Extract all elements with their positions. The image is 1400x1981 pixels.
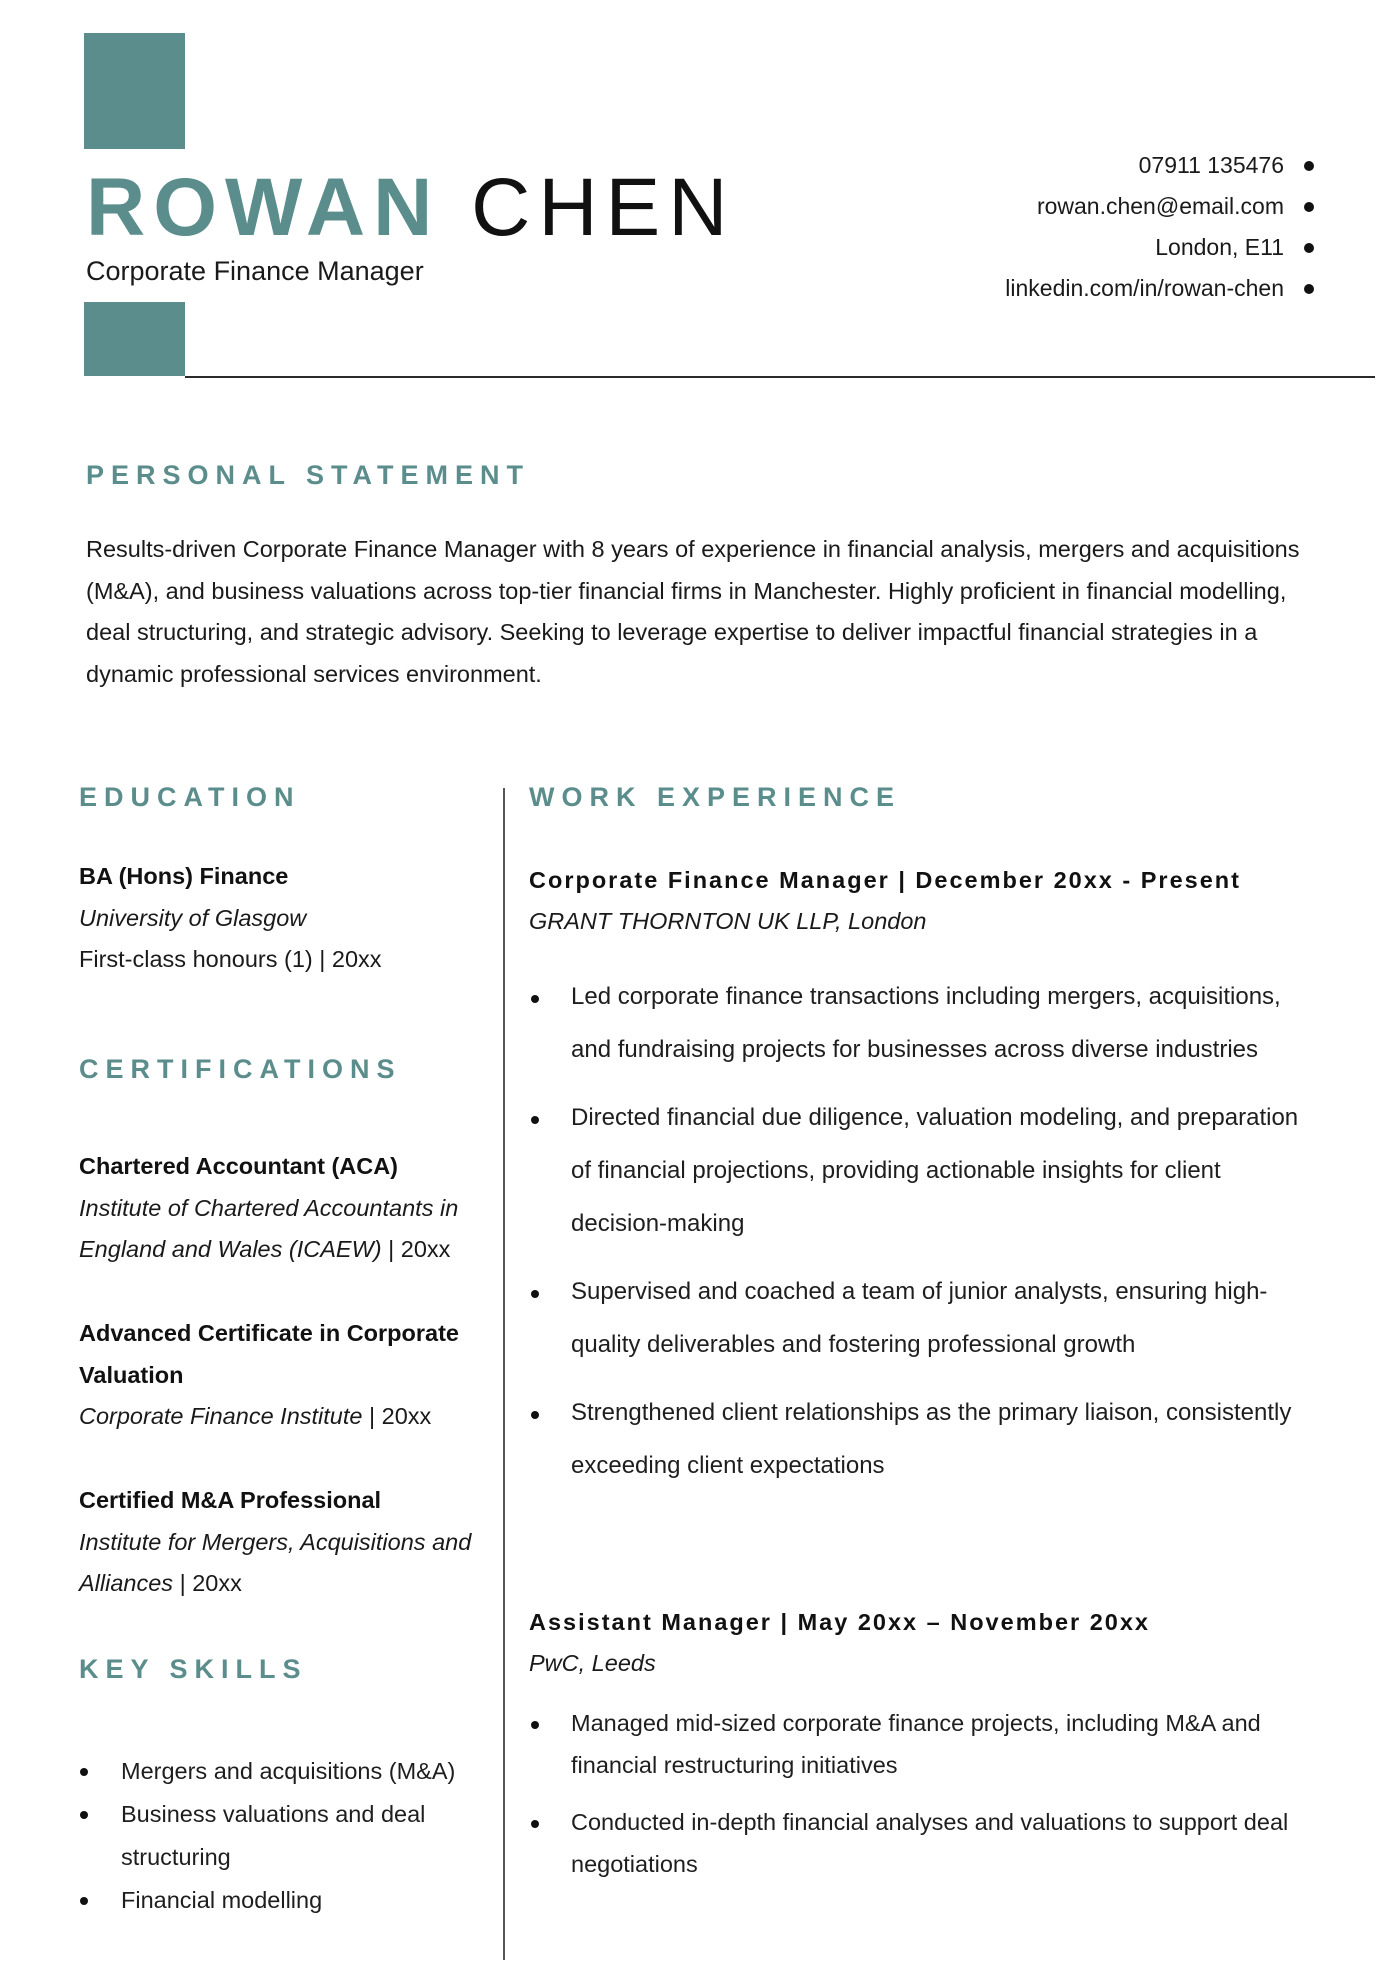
accent-square-top: [84, 33, 185, 149]
cert-issuer: Institute of Chartered Accountants in England and Wales (ICAEW): [79, 1194, 459, 1262]
skills-list: [79, 1750, 489, 1922]
certifications-heading: CERTIFICATIONS: [79, 1054, 402, 1084]
last-name: CHEN: [471, 162, 736, 253]
list-item: Managed mid-sized corporate finance projects, including M&A and financial restructuring initiatives: [529, 1703, 1319, 1786]
cert-issuer: Institute for Mergers, Acquisitions and Alliances: [79, 1528, 472, 1596]
header-divider: [185, 376, 1375, 378]
column-divider: [503, 788, 505, 1960]
certification-entry: [79, 1146, 489, 1271]
education-heading: EDUCATION: [79, 782, 301, 812]
bullet-icon: [1304, 284, 1314, 294]
bullet-icon: [1304, 243, 1314, 253]
bullet-icon: [1304, 202, 1314, 212]
contact-phone: 07911 135476: [1005, 145, 1314, 186]
contact-email: rowan.chen@email.com: [1005, 186, 1314, 227]
cert-year: | 20xx: [173, 1570, 242, 1596]
list-item: Mergers and acquisitions (M&A): [79, 1750, 489, 1793]
cert-issuer: Corporate Finance Institute: [79, 1403, 363, 1429]
education-entry: [79, 856, 489, 981]
list-item: Supervised and coached a team of junior analysts, ensuring high-quality deliverables and fostering professional growth: [529, 1265, 1319, 1371]
cert-year: | 20xx: [362, 1403, 432, 1429]
job-heading: Corporate Finance Manager | December 20xx - Present: [529, 867, 1241, 893]
cert-year: | 20xx: [381, 1236, 451, 1262]
job-heading: Assistant Manager | May 20xx – November 20xx: [529, 1609, 1150, 1635]
contact-block: [1005, 145, 1314, 309]
degree: BA (Hons) Finance: [79, 863, 289, 889]
cert-name: Advanced Certificate in Corporate Valuation: [79, 1320, 460, 1388]
list-item: Strengthened client relationships as the primary liaison, consistently exceeding client expectations: [529, 1386, 1319, 1492]
certification-entry: [79, 1480, 489, 1605]
candidate-name: [86, 158, 735, 258]
list-item: Conducted in-depth financial analyses and valuations to support deal negotiations: [529, 1802, 1319, 1885]
job-company: GRANT THORNTON UK LLP, London: [529, 908, 927, 934]
first-name: ROWAN: [86, 162, 441, 253]
job-entry: [529, 1602, 1329, 1684]
cert-name: Chartered Accountant (ACA): [79, 1153, 399, 1179]
statement-text: Results-driven Corporate Finance Manager with 8 years of experience in financial analysis, mergers and acquisitions (M&A), and business valuations across top-tier financial firms in Manchester. Highly proficient in financial modelling, deal structuring, and strategic advisory. Seeking to leverage expertise to deliver impactful financial strategies in a dynamic professional services environment.: [86, 536, 1300, 687]
bullet-icon: [1304, 161, 1314, 171]
school: University of Glasgow: [79, 904, 307, 931]
skills-heading: KEY SKILLS: [79, 1654, 308, 1684]
job-company: PwC, Leeds: [529, 1650, 656, 1676]
list-item: Led corporate finance transactions including mergers, acquisitions, and fundraising projects for businesses across diverse industries: [529, 970, 1319, 1076]
accent-square-bottom: [84, 302, 185, 376]
certification-entry: [79, 1313, 489, 1438]
list-item: Directed financial due diligence, valuation modeling, and preparation of financial projections, providing actionable insights for client decision-making: [529, 1091, 1319, 1250]
education-detail: First-class honours (1) | 20xx: [79, 946, 382, 972]
statement-heading: PERSONAL STATEMENT: [86, 460, 531, 490]
contact-location: London, E11: [1005, 227, 1314, 268]
list-item: Financial modelling: [79, 1879, 489, 1922]
work-heading: WORK EXPERIENCE: [529, 782, 902, 812]
contact-linkedin: linkedin.com/in/rowan-chen: [1005, 268, 1314, 309]
job-duties: [529, 970, 1319, 1507]
job-entry: [529, 860, 1329, 942]
list-item: Business valuations and deal structuring: [79, 1793, 489, 1879]
job-duties: [529, 1703, 1319, 1901]
job-title: Corporate Finance Manager: [86, 256, 424, 286]
cert-name: Certified M&A Professional: [79, 1487, 382, 1513]
